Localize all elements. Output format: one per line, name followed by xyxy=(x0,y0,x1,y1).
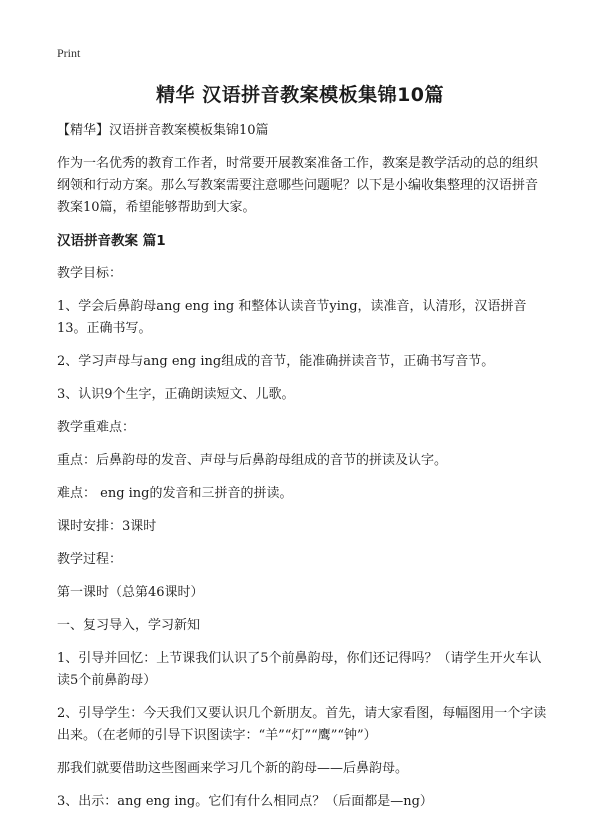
paragraph-recall: 1、引导并回忆：上节课我们认识了5个前鼻韵母，你们还记得吗？（请学生开火车认读5个前鼻韵母） xyxy=(57,651,542,688)
paragraph-goal-3: 3、认识9个生字，正确朗读短文、儿歌。 xyxy=(57,387,295,402)
section-heading: 汉语拼音教案 篇1 xyxy=(57,233,166,249)
paragraph-goal-1: 1、学会后鼻韵母ang eng ing 和整体认读音节ying，读准音，认清形，汉语拼音13。正确书写。 xyxy=(57,299,527,336)
intro-paragraph: 作为一名优秀的教育工作者，时常要开展教案准备工作，教案是教学活动的总的组织纲领和行动方案。那么写教案需要注意哪些问题呢？以下是小编收集整理的汉语拼音教案10篇，希望能够帮助到大家。 xyxy=(57,156,539,215)
print-label: Print xyxy=(57,46,81,60)
paragraph-process-label: 教学过程： xyxy=(57,552,123,567)
paragraph-difficulty: 难点： eng ing的发音和三拼音的拼读。 xyxy=(57,486,293,501)
subtitle-paragraph: 【精华】汉语拼音教案模板集锦10篇 xyxy=(57,123,269,138)
document-body xyxy=(57,120,549,824)
paragraph-transition: 那我们就要借助这些图画来学习几个新的韵母——后鼻韵母。 xyxy=(57,761,409,776)
paragraph-goal-2: 2、学习声母与ang eng ing组成的音节，能准确拼读音节，正确书写音节。 xyxy=(57,354,495,369)
paragraph-key-points-label: 教学重难点： xyxy=(57,420,136,435)
paragraph-guide: 2、引导学生：今天我们又要认识几个新朋友。首先，请大家看图，每幅图用一个字读出来。（在老师的引导下识图读字：“羊”“灯”“鹰”“钟”） xyxy=(57,706,547,743)
paragraph-schedule: 课时安排：3课时 xyxy=(57,519,157,534)
paragraph-step-1: 一、复习导入，学习新知 xyxy=(57,618,201,633)
paragraph-show: 3、出示：ang eng ing。它们有什么相同点？（后面都是—ng） xyxy=(57,794,433,809)
paragraph-first-lesson: 第一课时（总第46课时） xyxy=(57,585,204,600)
document-title: 精华 汉语拼音教案模板集锦10篇 xyxy=(155,84,445,106)
paragraph-key-point: 重点：后鼻韵母的发音、声母与后鼻韵母组成的音节的拼读及认字。 xyxy=(57,453,448,468)
paragraph-teaching-goals: 教学目标： xyxy=(57,266,123,281)
